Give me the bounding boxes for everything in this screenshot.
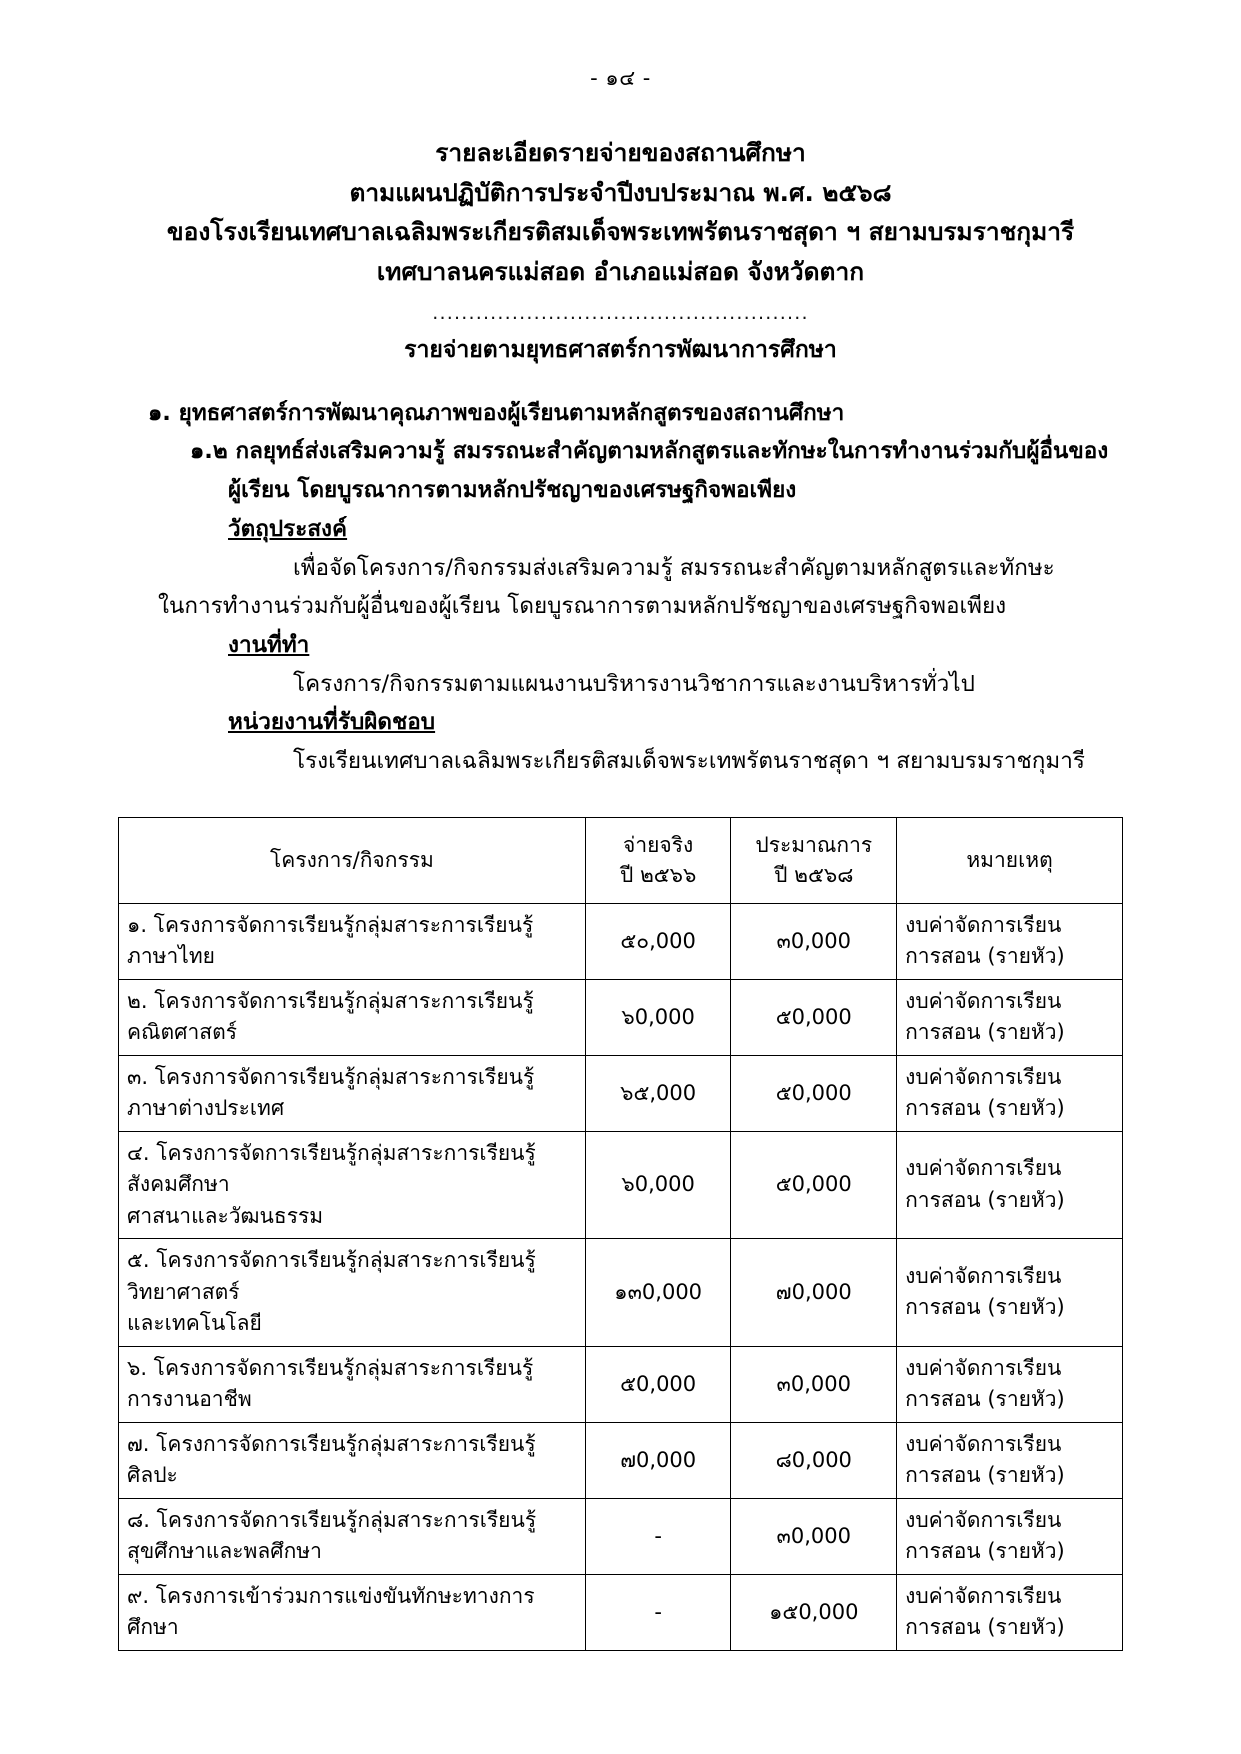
- cell-actual: ๖๕,000: [585, 1055, 731, 1131]
- header-budget-line-1: ประมาณการ: [755, 832, 873, 857]
- page-number: - ๑๔ -: [590, 66, 651, 90]
- cell-budget: ๕0,000: [731, 1131, 897, 1239]
- project-line-1: ๑. โครงการจัดการเรียนรู้กลุ่มสาระการเรียนรู้ภาษาไทย: [127, 912, 534, 968]
- project-line-1: ๒. โครงการจัดการเรียนรู้กลุ่มสาระการเรียนรู้ คณิตศาสตร์: [127, 988, 534, 1044]
- tactic-heading-line-1: ๑.๒ กลยุทธ์ส่งเสริมความรู้ สมรรถนะสำคัญตามหลักสูตรและทักษะในการทำงานร่วมกับผู้อื่นของ: [190, 438, 1109, 465]
- cell-actual: -: [585, 1498, 731, 1574]
- title-line-4: เทศบาลนครแม่สอด อำเภอแม่สอด จังหวัดตาก: [376, 257, 865, 287]
- cell-project: [119, 1239, 586, 1347]
- note-line-1: งบค่าจัดการเรียน: [905, 1064, 1062, 1089]
- tactic-heading-line-2: ผู้เรียน โดยบูรณาการตามหลักปรัชญาของเศรษฐกิจพอเพียง: [228, 477, 797, 504]
- divider: ....................................................: [432, 301, 809, 324]
- table-body: [119, 903, 1123, 1650]
- objective-heading: วัตถุประสงค์: [228, 515, 348, 542]
- cell-actual: ๗0,000: [585, 1422, 731, 1498]
- note-line-2: การสอน (รายหัว): [905, 1463, 1065, 1487]
- note-line-2: การสอน (รายหัว): [905, 1615, 1065, 1639]
- table-row: [119, 1055, 1123, 1131]
- project-line-2: การงานอาชีพ: [127, 1387, 252, 1411]
- header-actual: [585, 817, 731, 903]
- note-line-2: การสอน (รายหัว): [905, 1295, 1065, 1320]
- title-line-3: ของโรงเรียนเทศบาลเฉลิมพระเกียรติสมเด็จพระเทพรัตนราชสุดา ฯ สยามบรมราชกุมารี: [166, 217, 1075, 247]
- cell-budget: ๕0,000: [731, 1055, 897, 1131]
- budget-table: [118, 817, 1123, 1651]
- project-line-2: ภาษาต่างประเทศ: [127, 1096, 285, 1120]
- cell-project: [119, 1346, 586, 1422]
- note-line-2: การสอน (รายหัว): [905, 1187, 1065, 1212]
- table-row: [119, 1574, 1123, 1650]
- project-line-2: สุขศึกษาและพลศึกษา: [127, 1539, 322, 1563]
- section-subtitle: รายจ่ายตามยุทธศาสตร์การพัฒนาการศึกษา: [404, 336, 837, 363]
- objective-text-line-1: เพื่อจัดโครงการ/กิจกรรมส่งเสริมความรู้ สมรรถนะสำคัญตามหลักสูตรและทักษะ: [293, 554, 1055, 581]
- note-line-2: การสอน (รายหัว): [905, 944, 1065, 968]
- work-heading: งานที่ทำ: [228, 631, 310, 658]
- project-line-1: ๗. โครงการจัดการเรียนรู้กลุ่มสาระการเรียนรู้ศิลปะ: [127, 1431, 536, 1487]
- responsible-text: โรงเรียนเทศบาลเฉลิมพระเกียรติสมเด็จพระเทพรัตนราชสุดา ฯ สยามบรมราชกุมารี: [293, 747, 1085, 774]
- cell-note: [897, 1131, 1123, 1239]
- header-actual-line-2: ปี ๒๕๖๖: [619, 863, 697, 888]
- cell-note: [897, 1574, 1123, 1650]
- table-row: [119, 1498, 1123, 1574]
- note-line-1: งบค่าจัดการเรียน: [905, 1583, 1062, 1608]
- project-line-1: ๕. โครงการจัดการเรียนรู้กลุ่มสาระการเรียนรู้วิทยาศาสตร์: [127, 1248, 536, 1304]
- project-line-1: ๘. โครงการจัดการเรียนรู้กลุ่มสาระการเรียนรู้: [127, 1507, 537, 1532]
- project-line-1: ๖. โครงการจัดการเรียนรู้กลุ่มสาระการเรียนรู้: [127, 1355, 534, 1380]
- cell-actual: -: [585, 1574, 731, 1650]
- project-line-2: ศาสนาและวัฒนธรรม: [127, 1203, 324, 1228]
- objective-text-line-2: ในการทำงานร่วมกับผู้อื่นของผู้เรียน โดยบูรณาการตามหลักปรัชญาของเศรษฐกิจพอเพียง: [158, 593, 1007, 620]
- cell-project: [119, 903, 586, 979]
- table-row: [119, 903, 1123, 979]
- cell-note: [897, 903, 1123, 979]
- cell-project: [119, 1055, 586, 1131]
- strategy-heading: ๑. ยุทธศาสตร์การพัฒนาคุณภาพของผู้เรียนตามหลักสูตรของสถานศึกษา: [148, 399, 845, 426]
- cell-project: [119, 1498, 586, 1574]
- responsible-heading: หน่วยงานที่รับผิดชอบ: [228, 709, 436, 736]
- header-project: โครงการ/กิจกรรม: [119, 817, 586, 903]
- table-row: [119, 1346, 1123, 1422]
- note-line-1: งบค่าจัดการเรียน: [905, 988, 1062, 1013]
- cell-actual: ๖0,000: [585, 979, 731, 1055]
- cell-budget: ๓0,000: [731, 903, 897, 979]
- cell-project: [119, 1422, 586, 1498]
- note-line-1: งบค่าจัดการเรียน: [905, 1263, 1062, 1288]
- project-line-1: ๔. โครงการจัดการเรียนรู้กลุ่มสาระการเรียนรู้สังคมศึกษา: [127, 1140, 536, 1196]
- header-budget: [731, 817, 897, 903]
- cell-note: [897, 979, 1123, 1055]
- header-note: หมายเหตุ: [897, 817, 1123, 903]
- cell-budget: ๕0,000: [731, 979, 897, 1055]
- title-line-2: ตามแผนปฏิบัติการประจำปีงบประมาณ พ.ศ. ๒๕๖๘: [349, 177, 892, 207]
- header-budget-line-2: ปี ๒๕๖๘: [774, 863, 854, 888]
- document-title: [118, 133, 1123, 292]
- cell-note: [897, 1239, 1123, 1347]
- table-row: [119, 1239, 1123, 1347]
- project-line-1: ๙. โครงการเข้าร่วมการแข่งขันทักษะทางการศึกษา: [127, 1583, 535, 1639]
- table-header-row: [119, 817, 1123, 903]
- note-line-1: งบค่าจัดการเรียน: [905, 912, 1062, 937]
- cell-note: [897, 1055, 1123, 1131]
- table-row: [119, 979, 1123, 1055]
- cell-actual: ๕๐,000: [585, 903, 731, 979]
- table-row: [119, 1422, 1123, 1498]
- note-line-1: งบค่าจัดการเรียน: [905, 1355, 1062, 1380]
- note-line-2: การสอน (รายหัว): [905, 1387, 1065, 1411]
- project-line-1: ๓. โครงการจัดการเรียนรู้กลุ่มสาระการเรียนรู้: [127, 1064, 535, 1089]
- note-line-1: งบค่าจัดการเรียน: [905, 1156, 1062, 1181]
- cell-note: [897, 1422, 1123, 1498]
- cell-actual: ๑๓0,000: [585, 1239, 731, 1347]
- body-content: [118, 394, 1123, 781]
- cell-budget: ๓0,000: [731, 1346, 897, 1422]
- cell-budget: ๓0,000: [731, 1498, 897, 1574]
- cell-budget: ๘0,000: [731, 1422, 897, 1498]
- table-row: [119, 1131, 1123, 1239]
- cell-project: [119, 1574, 586, 1650]
- header-actual-line-1: จ่ายจริง: [623, 832, 694, 857]
- note-line-2: การสอน (รายหัว): [905, 1020, 1065, 1044]
- cell-note: [897, 1498, 1123, 1574]
- cell-note: [897, 1346, 1123, 1422]
- cell-actual: ๖0,000: [585, 1131, 731, 1239]
- cell-actual: ๕0,000: [585, 1346, 731, 1422]
- project-line-2: และเทคโนโลยี: [127, 1311, 262, 1335]
- note-line-2: การสอน (รายหัว): [905, 1096, 1065, 1120]
- cell-budget: ๑๕0,000: [731, 1574, 897, 1650]
- work-text: โครงการ/กิจกรรมตามแผนงานบริหารงานวิชาการและงานบริหารทั่วไป: [293, 670, 975, 697]
- note-line-1: งบค่าจัดการเรียน: [905, 1431, 1062, 1456]
- note-line-2: การสอน (รายหัว): [905, 1539, 1065, 1563]
- title-line-1: รายละเอียดรายจ่ายของสถานศึกษา: [435, 138, 806, 167]
- note-line-1: งบค่าจัดการเรียน: [905, 1507, 1062, 1532]
- cell-budget: ๗0,000: [731, 1239, 897, 1347]
- cell-project: [119, 1131, 586, 1239]
- cell-project: [119, 979, 586, 1055]
